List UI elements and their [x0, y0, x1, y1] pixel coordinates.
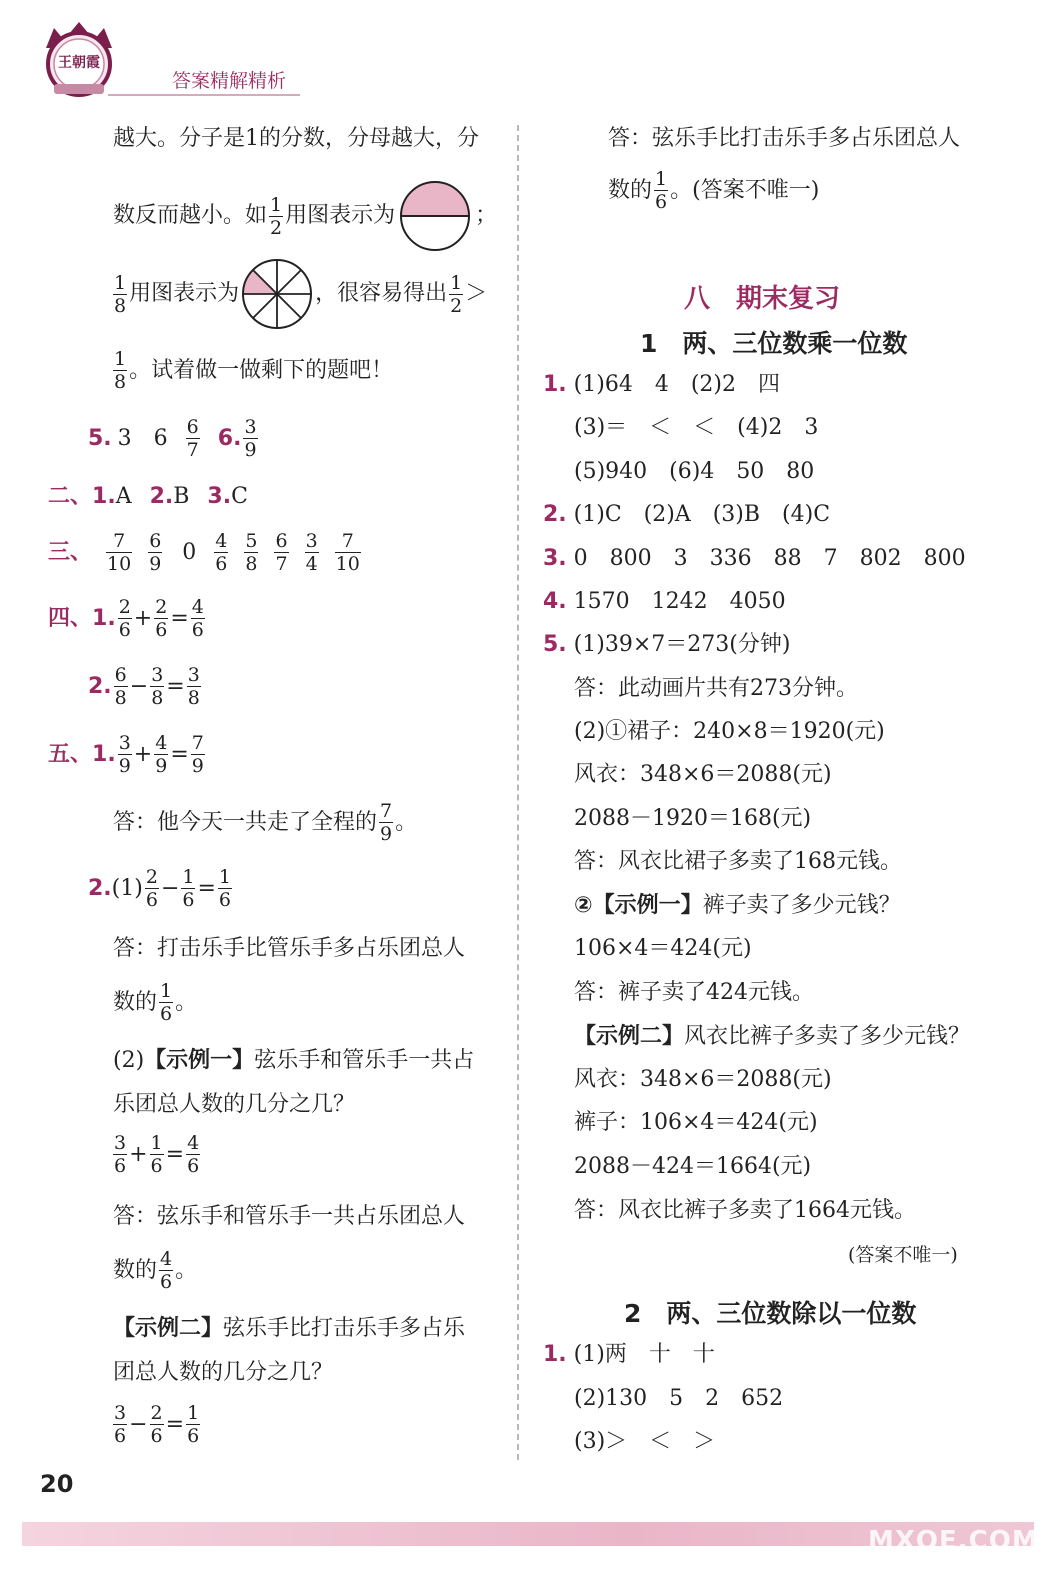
fraction-1-2: [449, 272, 463, 317]
wu-answer-1: [113, 800, 417, 845]
section-si-1: [48, 596, 207, 641]
numerator: 3: [244, 416, 257, 438]
section-si-2: [88, 664, 203, 709]
minus-sign: −: [129, 673, 149, 699]
c1-q5n: 答：风衣比裤子多卖了1664元钱。: [574, 1198, 916, 1223]
c1-q5a: [543, 630, 790, 660]
minus-sign: −: [160, 875, 180, 901]
example-2-question-2: 团总人数的几分之几？: [113, 1360, 334, 1385]
item-number: 2.: [543, 502, 567, 527]
denominator: 10: [107, 553, 132, 575]
numerator: 3: [305, 530, 318, 552]
denominator: 8: [151, 687, 164, 709]
fraction-3-6: [113, 1132, 127, 1177]
eighth-circle-diagram: [241, 258, 313, 330]
denominator: 9: [155, 755, 168, 777]
fraction-3-9: [243, 416, 257, 461]
wu-answer-2a: 答：打击乐手比管乐手多占乐团总人: [113, 936, 466, 961]
plus-sign: +: [133, 741, 153, 767]
c1-q3: [543, 544, 966, 574]
text: (1)64 4 (2)2 四: [573, 372, 780, 397]
denominator: 6: [218, 889, 231, 911]
text: 。(答案不唯一): [670, 177, 820, 203]
fraction-4-6: [186, 1132, 200, 1177]
equals-sign: =: [165, 1411, 185, 1437]
numerator: 2: [145, 866, 158, 888]
section-wu-1: [48, 732, 207, 777]
c1-q1a: [543, 370, 780, 400]
numerator: 2: [155, 596, 168, 618]
denominator: 6: [145, 889, 158, 911]
fraction-3-8: [187, 664, 201, 709]
equals-sign: =: [170, 605, 189, 631]
fraction-6-9: [148, 530, 162, 575]
text: 风衣比裤子多卖了多少元钱？: [684, 1024, 971, 1049]
text: 数的: [113, 989, 158, 1015]
right-top-answer-b: [608, 168, 819, 213]
logo-text: 王朝霞: [58, 55, 100, 71]
equals-sign: =: [170, 741, 189, 767]
fraction-1-8: [113, 272, 127, 317]
text: 裤子卖了多少元钱？: [702, 893, 901, 918]
right-top-answer-a: 答：弦乐手比打击乐手多占乐团总人: [608, 126, 961, 151]
numerator: 1: [270, 193, 283, 216]
item-number: 2.: [88, 875, 112, 901]
fraction-5-8: [244, 530, 258, 575]
example-1-answer-b: [113, 1248, 197, 1293]
header-underline: [108, 94, 300, 96]
fraction-3-9: [118, 732, 132, 777]
example-2-equation: [111, 1402, 202, 1447]
fraction-3-4: [305, 530, 319, 575]
fraction-7-9: [379, 800, 393, 845]
denominator: 6: [160, 1003, 173, 1025]
numerator: 6: [114, 664, 127, 686]
item-number: 3.: [207, 484, 232, 509]
fraction-2-6: [154, 596, 168, 641]
denominator: 2: [270, 216, 283, 239]
numerator: 2: [118, 596, 131, 618]
c1-q4: [543, 587, 786, 617]
fraction-4-6: [214, 530, 228, 575]
item-number: 1.: [543, 1342, 567, 1367]
c1-q2: [543, 500, 830, 530]
fraction-7-10: [335, 530, 361, 575]
equals-sign: =: [197, 875, 216, 901]
example-1-answer-a: 答：弦乐手和管乐手一共占乐团总人: [113, 1204, 466, 1229]
fraction-1-6: [181, 866, 195, 911]
numerator: 1: [218, 866, 231, 888]
example-2-question: [113, 1314, 465, 1344]
item-number: 2.: [149, 484, 174, 509]
c1-q5h: 106×4＝424(元): [574, 936, 752, 961]
denominator: 8: [114, 687, 127, 709]
fraction-4-9: [154, 732, 168, 777]
text: 答：他今天一共走了全程的: [113, 809, 378, 835]
zero-value: 0: [182, 539, 197, 565]
item-number: 1.: [543, 372, 567, 397]
denominator: 6: [215, 553, 228, 575]
text: (1)C (2)A (3)B (4)C: [573, 502, 831, 527]
c1-q5l: 裤子：106×4＝424(元): [574, 1110, 818, 1135]
example-1-equation: [111, 1132, 202, 1177]
numerator: 1: [114, 348, 127, 370]
numerator: 7: [335, 530, 361, 553]
section-san: [48, 530, 363, 575]
numerator: 4: [191, 596, 204, 618]
c1-q5i: 答：裤子卖了424元钱。: [574, 980, 814, 1005]
section-label: 五、: [48, 741, 93, 767]
numerator: 4: [160, 1248, 173, 1270]
plus-sign: +: [133, 605, 153, 631]
watermark: MXQE.COM: [868, 1526, 1039, 1556]
item-number: 1.: [92, 484, 116, 509]
fraction-4-6: [159, 1248, 173, 1293]
numerator: 1: [182, 866, 195, 888]
numerator: 3: [114, 1132, 127, 1154]
fraction-2-6: [145, 866, 159, 911]
text: 。: [175, 1257, 198, 1283]
item-value: B: [173, 484, 190, 509]
text: 0 800 3 336 88 7 802 800: [573, 546, 966, 571]
example-tag: 【示例二】: [574, 1024, 685, 1049]
fraction-1-8: [113, 348, 127, 393]
text: 1570 1242 4050: [573, 589, 786, 614]
denominator: 6: [114, 1425, 127, 1447]
item-number: 1.: [92, 605, 116, 631]
fraction-3-8: [150, 664, 164, 709]
part-label: (1): [111, 875, 143, 901]
text: 弦乐手和管乐手一共占: [254, 1048, 475, 1073]
denominator: 6: [191, 619, 204, 641]
fraction-7-10: [106, 530, 132, 575]
numerator: 1: [187, 1402, 200, 1424]
numerator: 2: [150, 1402, 163, 1424]
denominator: 6: [160, 1271, 173, 1293]
numerator: 3: [114, 1402, 127, 1424]
text: ，很容易得出: [315, 281, 448, 306]
denominator: 6: [118, 619, 131, 641]
text: 。试着做一做剩下的题吧！: [129, 357, 394, 383]
c1-note: (答案不唯一): [848, 1244, 958, 1266]
item-number: 2.: [88, 673, 112, 699]
item-number: 3.: [543, 546, 567, 571]
half-circle-diagram: [399, 180, 471, 252]
denominator: 8: [245, 553, 258, 575]
text: ＞: [465, 281, 488, 306]
c1-q5b: 答：此动画片共有273分钟。: [574, 676, 858, 701]
numerator: 5: [245, 530, 258, 552]
example-tag: 【示例一】: [144, 1048, 255, 1073]
fraction-1-6: [150, 1132, 164, 1177]
left-line-4: [111, 348, 393, 393]
numerator: 3: [151, 664, 164, 686]
numerator: 1: [160, 980, 173, 1002]
denominator: 6: [655, 191, 668, 213]
equals-sign: =: [166, 673, 185, 699]
example-1-question: [113, 1046, 474, 1076]
fraction-1-6: [218, 866, 232, 911]
denominator: 9: [244, 439, 257, 461]
c1-q5e: 2088－1920＝168(元): [574, 806, 812, 831]
fraction-4-6: [191, 596, 205, 641]
c1-q5f: 答：风衣比裙子多卖了168元钱。: [574, 849, 902, 874]
text: ；: [475, 203, 498, 228]
example-tag: 【示例二】: [113, 1316, 224, 1341]
c1-q5g: [574, 891, 901, 921]
text: 用图表示为: [129, 281, 240, 306]
section-label: 二、: [48, 484, 93, 509]
denominator: 8: [114, 371, 127, 393]
c2-q1c: (3)＞ ＜ ＞: [574, 1429, 716, 1454]
numerator: 7: [380, 800, 393, 822]
example-tag: ②【示例一】: [574, 893, 703, 918]
text: 。: [175, 989, 198, 1015]
left-line-2: [113, 180, 497, 252]
c1-q1b: (3)＝ ＜ ＜ (4)2 3: [574, 415, 819, 440]
denominator: 7: [275, 553, 288, 575]
denominator: 6: [150, 1425, 163, 1447]
c2-q1b: (2)130 5 2 652: [574, 1386, 784, 1411]
fraction-6-7: [186, 416, 200, 461]
numerator: 3: [118, 732, 131, 754]
chapter-2-title: 2 两、三位数除以一位数: [624, 1299, 917, 1328]
section-label: 四、: [48, 605, 93, 631]
fraction-2-6: [150, 1402, 164, 1447]
denominator: 8: [114, 294, 127, 317]
denominator: 9: [149, 553, 162, 575]
numerator: 7: [191, 732, 204, 754]
section-er: [48, 482, 248, 512]
column-divider: [517, 125, 519, 1460]
numerator: 6: [186, 416, 199, 438]
item-number: 1.: [92, 741, 116, 767]
fraction-2-6: [118, 596, 132, 641]
c1-q5m: 2088－424＝1664(元): [574, 1154, 812, 1179]
denominator: 2: [450, 294, 463, 317]
denominator: 9: [380, 823, 393, 845]
plus-sign: +: [129, 1141, 148, 1167]
denominator: 6: [182, 889, 195, 911]
numerator: 1: [114, 271, 127, 294]
section-label: 三、: [48, 539, 93, 565]
text: 数的: [113, 1257, 158, 1283]
c1-q5d: 风衣：348×6＝2088(元): [574, 762, 832, 787]
denominator: 6: [114, 1155, 127, 1177]
header-title: 答案精解精析: [172, 70, 287, 92]
denominator: 9: [191, 755, 204, 777]
fraction-6-7: [274, 530, 288, 575]
numerator: 1: [450, 271, 463, 294]
page-number: 20: [40, 1470, 74, 1498]
fraction-7-9: [191, 732, 205, 777]
item-number: 4.: [543, 589, 567, 614]
q6-number: 6.: [217, 425, 242, 451]
denominator: 9: [118, 755, 131, 777]
q5-values: 3 6: [117, 425, 168, 451]
fraction-3-6: [113, 1402, 127, 1447]
numerator: 4: [215, 530, 228, 552]
fraction-1-2: [269, 194, 283, 239]
c2-q1a: [543, 1340, 715, 1370]
left-line-1: 越大。分子是1的分数，分母越大，分: [113, 126, 479, 151]
text: (1)39×7＝273(分钟): [573, 632, 791, 657]
numerator: 1: [655, 168, 668, 190]
logo: [40, 18, 118, 98]
denominator: 10: [335, 553, 360, 575]
fraction-1-6: [159, 980, 173, 1025]
wu-answer-2b: [113, 980, 197, 1025]
c1-q5j: [574, 1022, 970, 1052]
item-value: C: [231, 484, 248, 509]
fraction-1-6: [654, 168, 668, 213]
c1-q1c: (5)940 (6)4 50 80: [574, 459, 815, 484]
numerator: 6: [149, 530, 162, 552]
text: 用图表示为: [285, 203, 396, 228]
q5-q6-row: [88, 416, 260, 461]
fraction-6-8: [114, 664, 128, 709]
example-1-question-2: 乐团总人数的几分之几？: [113, 1092, 356, 1117]
chapter-1-title: 1 两、三位数乘一位数: [640, 329, 908, 358]
left-line-3: [111, 258, 487, 330]
section-wu-2: [88, 866, 234, 911]
numerator: 4: [187, 1132, 200, 1154]
equals-sign: =: [165, 1141, 185, 1167]
part-label: (2): [113, 1048, 145, 1073]
numerator: 1: [150, 1132, 163, 1154]
q5-number: 5.: [88, 425, 112, 451]
item-value: A: [115, 484, 132, 509]
denominator: 7: [186, 439, 199, 461]
numerator: 7: [106, 530, 132, 553]
fraction-1-6: [186, 1402, 200, 1447]
text: 数反而越小。如: [113, 203, 268, 228]
denominator: 6: [187, 1425, 200, 1447]
text: (1)两 十 十: [573, 1342, 715, 1367]
denominator: 6: [155, 619, 168, 641]
text: 弦乐手比打击乐手多占乐: [223, 1316, 466, 1341]
minus-sign: −: [129, 1411, 148, 1437]
item-number: 5.: [543, 632, 567, 657]
c1-q5c: (2)①裙子：240×8＝1920(元): [574, 719, 885, 744]
denominator: 6: [150, 1155, 163, 1177]
section-title: 八 期末复习: [684, 284, 841, 314]
text: 数的: [608, 177, 653, 203]
denominator: 6: [187, 1155, 200, 1177]
c1-q5k: 风衣：348×6＝2088(元): [574, 1067, 832, 1092]
text: 。: [395, 809, 418, 835]
numerator: 6: [275, 530, 288, 552]
denominator: 4: [305, 553, 318, 575]
numerator: 3: [187, 664, 200, 686]
numerator: 4: [155, 732, 168, 754]
denominator: 8: [187, 687, 200, 709]
